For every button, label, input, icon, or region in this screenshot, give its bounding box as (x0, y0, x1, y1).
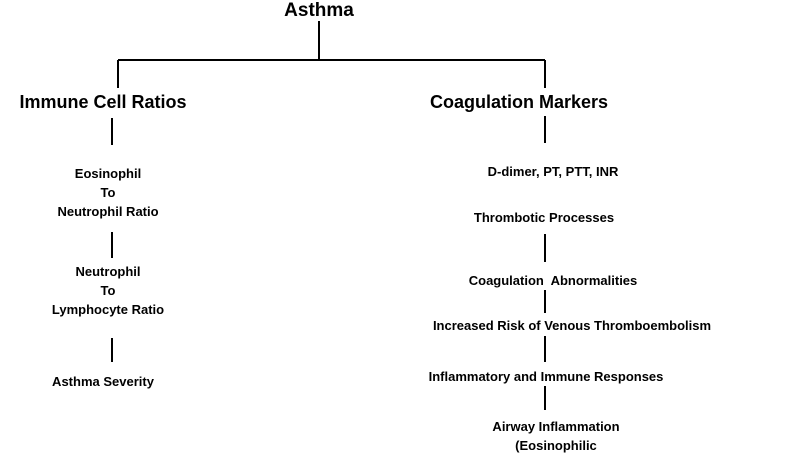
node-line: Airway Inflammation (492, 419, 620, 434)
root-node-asthma: Asthma (284, 0, 354, 21)
node-line: Lymphocyte Ratio (51, 302, 165, 317)
node-line: Increased Risk of Venous Thromboembolism (432, 318, 712, 333)
node-line: To (100, 185, 116, 200)
node-line: Thrombotic Processes (473, 210, 615, 225)
node-line: Neutrophil (75, 264, 141, 279)
node-asthma-severity (52, 372, 154, 391)
node-line: D-dimer, PT, PTT, INR (487, 164, 619, 179)
node-eosinophil-neutrophil-ratio (57, 164, 158, 221)
node-line: Neutrophil Ratio (57, 204, 159, 219)
node-line: (Eosinophilic (515, 438, 597, 453)
node-d-dimer-pt-ptt-inr (488, 162, 619, 181)
node-neutrophil-lymphocyte-ratio (52, 262, 164, 319)
branch-coagulation-markers: Coagulation Markers (429, 92, 609, 112)
node-increased-risk-vte (433, 316, 711, 335)
node-line: Coagulation Abnormalities (468, 273, 638, 288)
node-line: Asthma Severity (52, 374, 154, 389)
node-inflammatory-immune-responses (429, 367, 664, 386)
node-line: Inflammatory and Immune Responses (428, 369, 664, 384)
node-line: Eosinophil (74, 166, 142, 181)
node-thrombotic-processes (474, 208, 614, 227)
node-line: To (100, 283, 116, 298)
node-coagulation-abnormalities (469, 271, 638, 290)
node-airway-inflammation (492, 417, 619, 455)
branch-immune-cell-ratios: Immune Cell Ratios (19, 92, 187, 112)
